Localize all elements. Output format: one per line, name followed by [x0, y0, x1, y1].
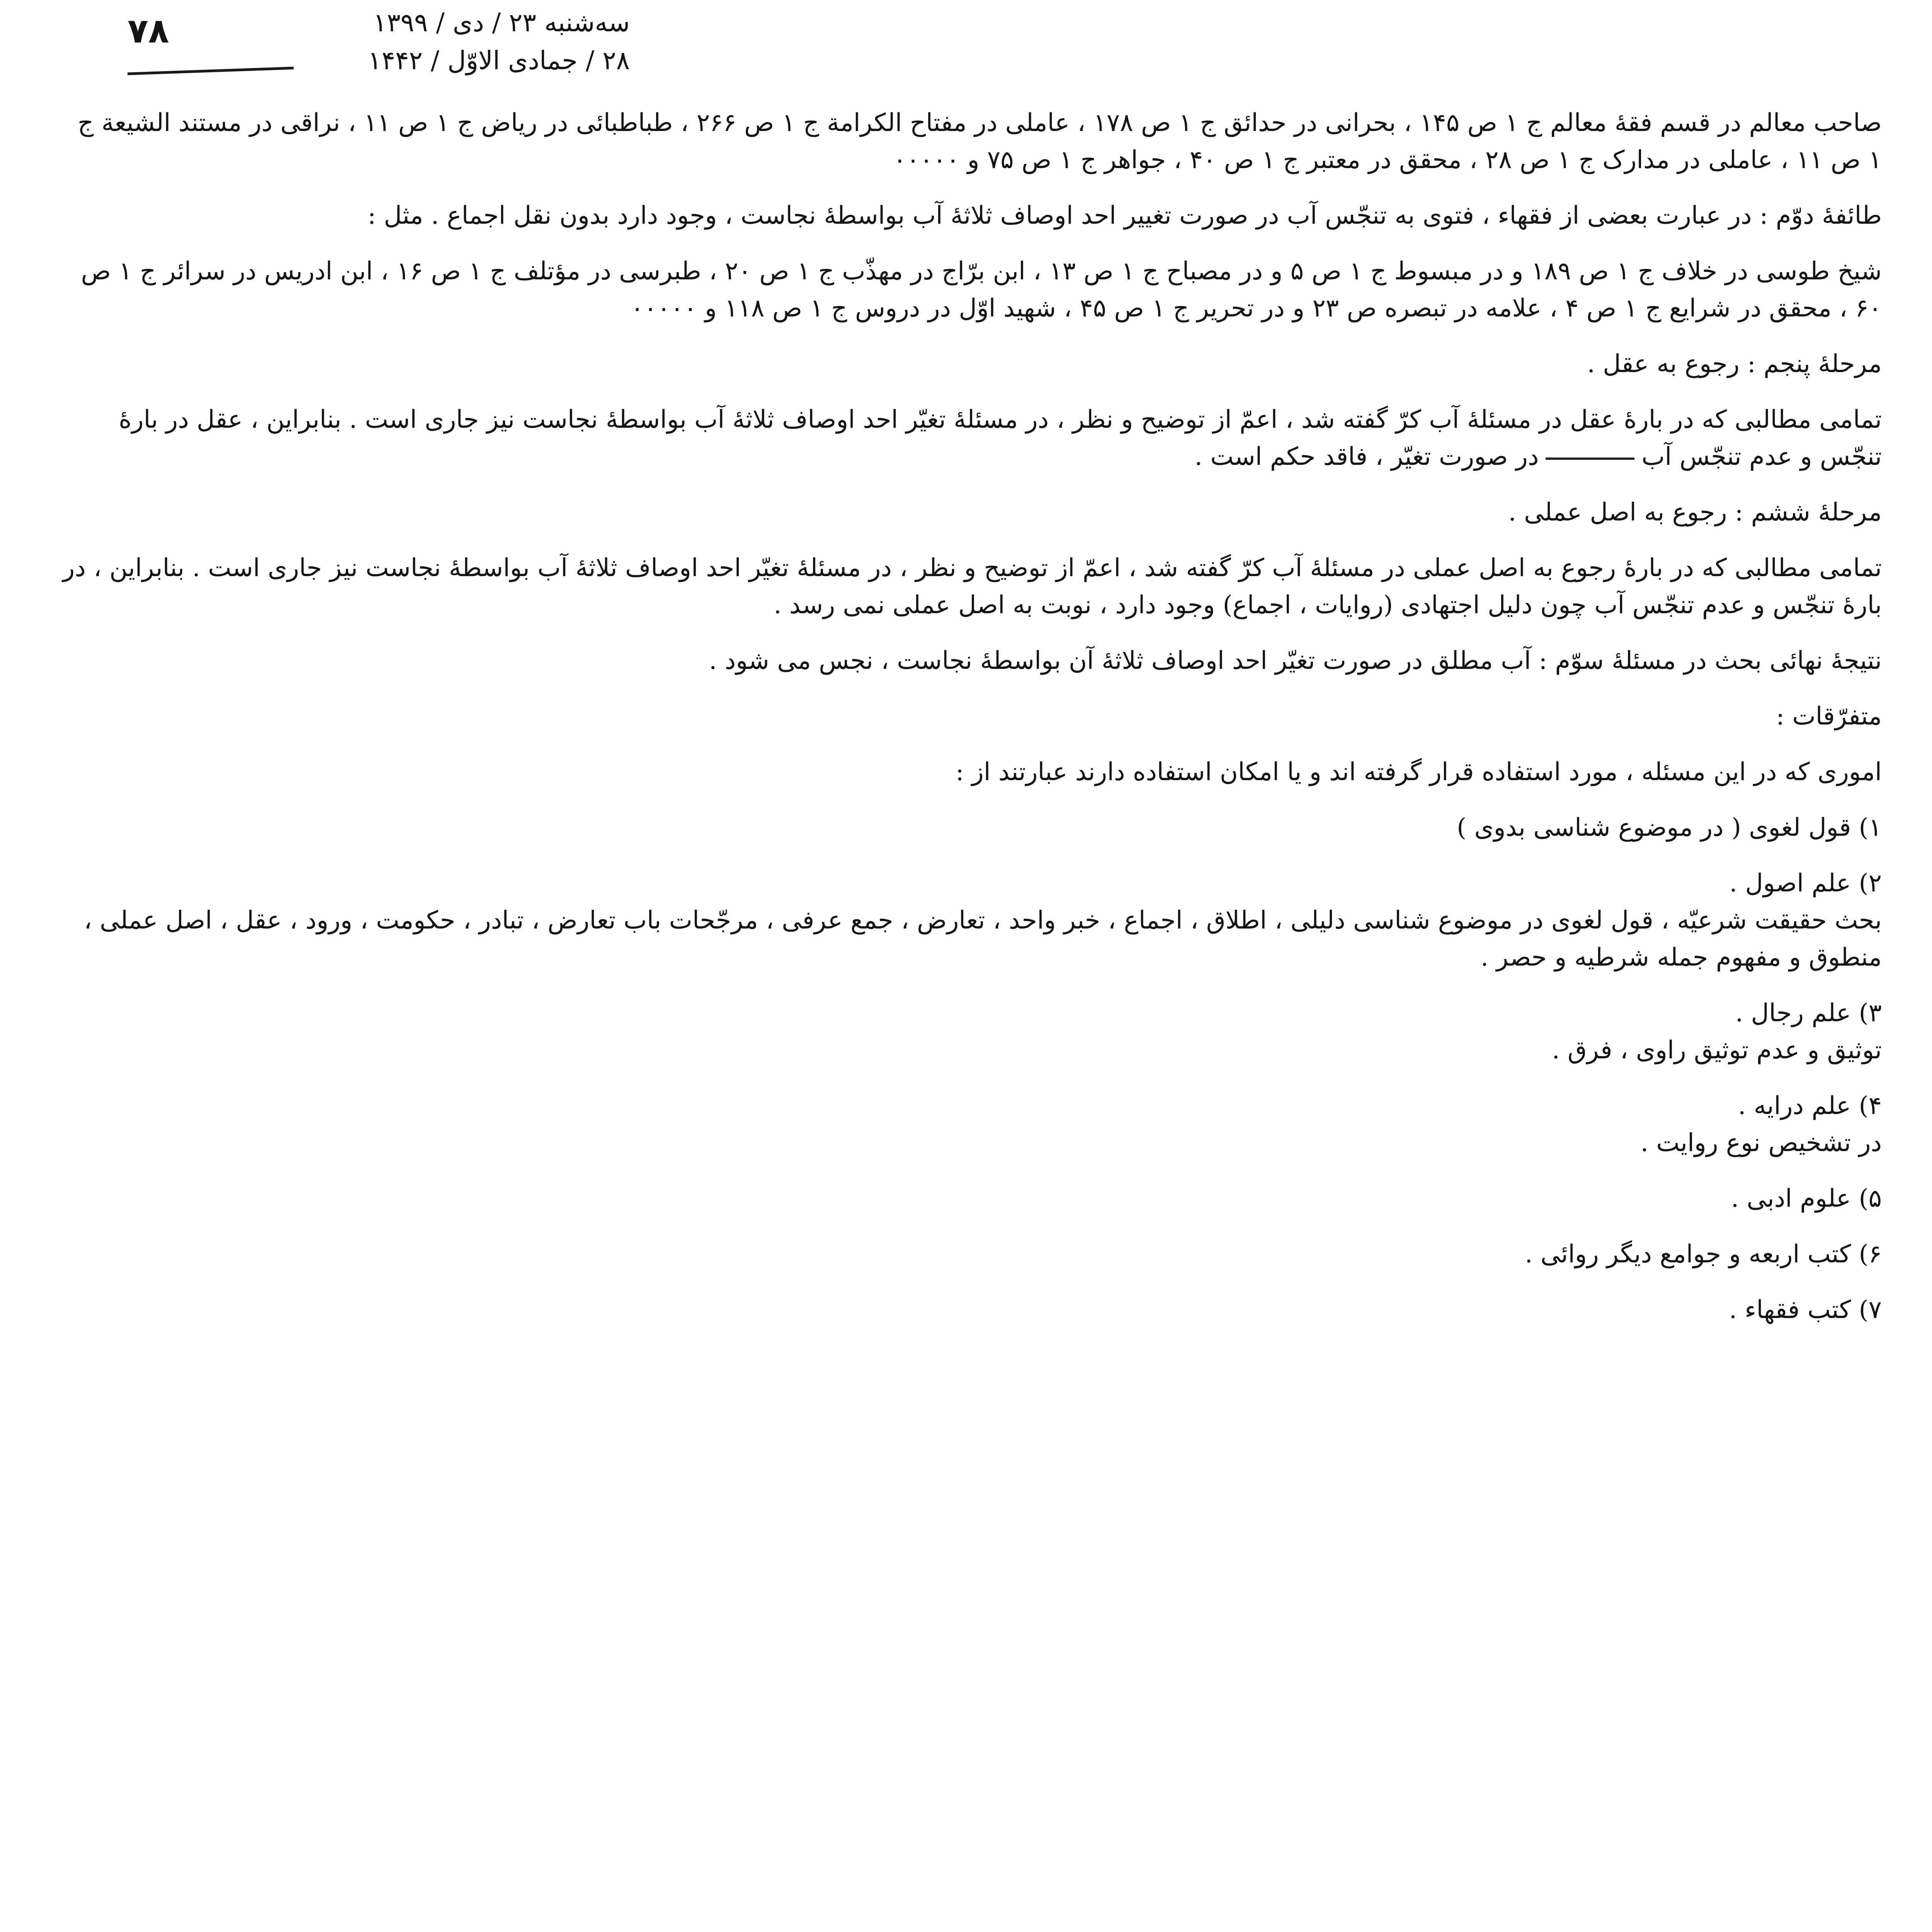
- stage-five-text-b: در صورت تغیّر ، فاقد حکم است .: [1194, 442, 1539, 471]
- list-item-heading: ۴) علم درایه .: [1738, 1092, 1882, 1120]
- list-item: [58, 1236, 1882, 1273]
- list-item-heading: ۳) علم رجال .: [1735, 999, 1882, 1027]
- list-item: [58, 995, 1882, 1069]
- references-paragraph-2: شیخ طوسی در خلاف ج ۱ ص ۱۸۹ و در مبسوط ج ۱ ص ۵ و در مصباح ج ۱ ص ۱۳ ، ابن برّاج در مهذّب ج ۱ ص ۲۰ ، طبرسی در مؤتلف ج ۱ ص ۱۶ ، ابن ادریس در سرائر ج ۱ ص ۶۰ ، محقق در شرایع ج ۱ ص ۴ ، علامه در تبصره ص ۲۳ و در تحریر ج ۱ ص ۴۵ ، شهید اوّل در دروس ج ۱ ص ۱۱۸ و ۰۰۰۰۰: [81, 257, 1882, 323]
- list-item: [58, 1087, 1882, 1162]
- stage-five-text-a: تمامی مطالبی که در بارهٔ عقل در مسئلهٔ آب کرّ گفته شد ، اعمّ از توضیح و نظر ، در مسئلهٔ تغیّر احد اوصاف ثلاثهٔ آب بواسطهٔ نجاست نیز جاری است . بنابراین ، عقل در بارهٔ تنجّس و عدم تنجّس آب: [119, 405, 1882, 471]
- references-paragraph-1: صاحب معالم در قسم فقهٔ معالم ج ۱ ص ۱۴۵ ، بحرانی در حدائق ج ۱ ص ۱۷۸ ، عاملی در مفتاح الکرامة ج ۱ ص ۲۶۶ ، طباطبائی در ریاض ج ۱ ص ۱۱ ، نراقی در مستند الشیعة ج ۱ ص ۱۱ ، عاملی در مدارک ج ۱ ص ۲۸ ، محقق در معتبر ج ۱ ص ۴۰ ، جواهر ج ۱ ص ۷۵ و ۰۰۰۰۰: [77, 109, 1882, 174]
- group-two-paragraph: طائفهٔ دوّم : در عبارت بعضی از فقهاء ، فتوی به تنجّس آب در صورت تغییر احد اوصاف ثلاثهٔ آب بواسطهٔ نجاست ، وجود دارد بدون نقل اجماع . مثل :: [367, 201, 1882, 230]
- stage-five-paragraph: [58, 401, 1882, 475]
- list-item-heading: ۲) علم اصول .: [1729, 869, 1882, 898]
- list-item-heading: ۱) قول لغوی ( در موضوع شناسی بدوی ): [1457, 813, 1882, 842]
- list-item: [58, 1291, 1882, 1328]
- miscellany-intro: اموری که در این مسئله ، مورد استفاده قرار گرفته اند و یا امکان استفاده دارند عبارتند از :: [955, 758, 1882, 786]
- stage-five-heading: مرحلهٔ پنجم : رجوع به عقل .: [1587, 350, 1882, 378]
- solar-date: سه‌شنبه ۲۳ / دی / ۱۳۹۹: [373, 8, 630, 37]
- blank-line: [1546, 457, 1634, 460]
- lunar-date: ۲۸ / جمادی الاوّل / ۱۴۴۲: [368, 46, 630, 75]
- header-underline: [128, 66, 294, 75]
- stage-six-heading: مرحلهٔ ششم : رجوع به اصل عملی .: [1508, 498, 1882, 527]
- list-item-detail: در تشخیص نوع روایت .: [1640, 1129, 1882, 1157]
- list-item-heading: ۵) علوم ادبی .: [1731, 1184, 1882, 1213]
- page-number: ٧٨: [128, 11, 169, 51]
- list-item-detail: توثیق و عدم توثیق راوی ، فرق .: [1552, 1036, 1882, 1065]
- list-item-heading: ۷) کتب فقهاء .: [1729, 1296, 1882, 1324]
- list-item: [58, 865, 1882, 976]
- miscellany-heading: متفرّقات :: [1776, 702, 1882, 731]
- list-item: [58, 1180, 1882, 1217]
- stage-six-paragraph: تمامی مطالبی که در بارهٔ رجوع به اصل عملی در مسئلهٔ آب کرّ گفته شد ، اعمّ از توضیح و نظر ، در مسئلهٔ تغیّر احد اوصاف ثلاثهٔ آب بواسطهٔ نجاست نیز جاری است . بنابراین ، در بارهٔ تنجّس و عدم تنجّس آب چون دلیل اجتهادی (روایات ، اجماع) وجود دارد ، نوبت به اصل عملی نمی رسد .: [63, 554, 1882, 619]
- conclusion-paragraph: نتیجهٔ نهائی بحث در مسئلهٔ سوّم : آب مطلق در صورت تغیّر احد اوصاف ثلاثهٔ آن بواسطهٔ نجاست ، نجس می شود .: [709, 646, 1882, 675]
- page-header: [128, 8, 630, 100]
- list-item: [58, 809, 1882, 846]
- list-item-detail: بحث حقیقت شرعیّه ، قول لغوی در موضوع شناسی دلیلی ، اطلاق ، اجماع ، خبر واحد ، تعارض ، جمع عرفی ، مرجّحات باب تعارض ، تبادر ، حکومت ، ورود ، عقل ، اصل عملی ، منطوق و مفهوم جمله شرطیه و حصر .: [84, 906, 1882, 972]
- list-item-heading: ۶) کتب اربعه و جوامع دیگر روائی .: [1525, 1240, 1882, 1269]
- page-body: [58, 104, 1882, 1932]
